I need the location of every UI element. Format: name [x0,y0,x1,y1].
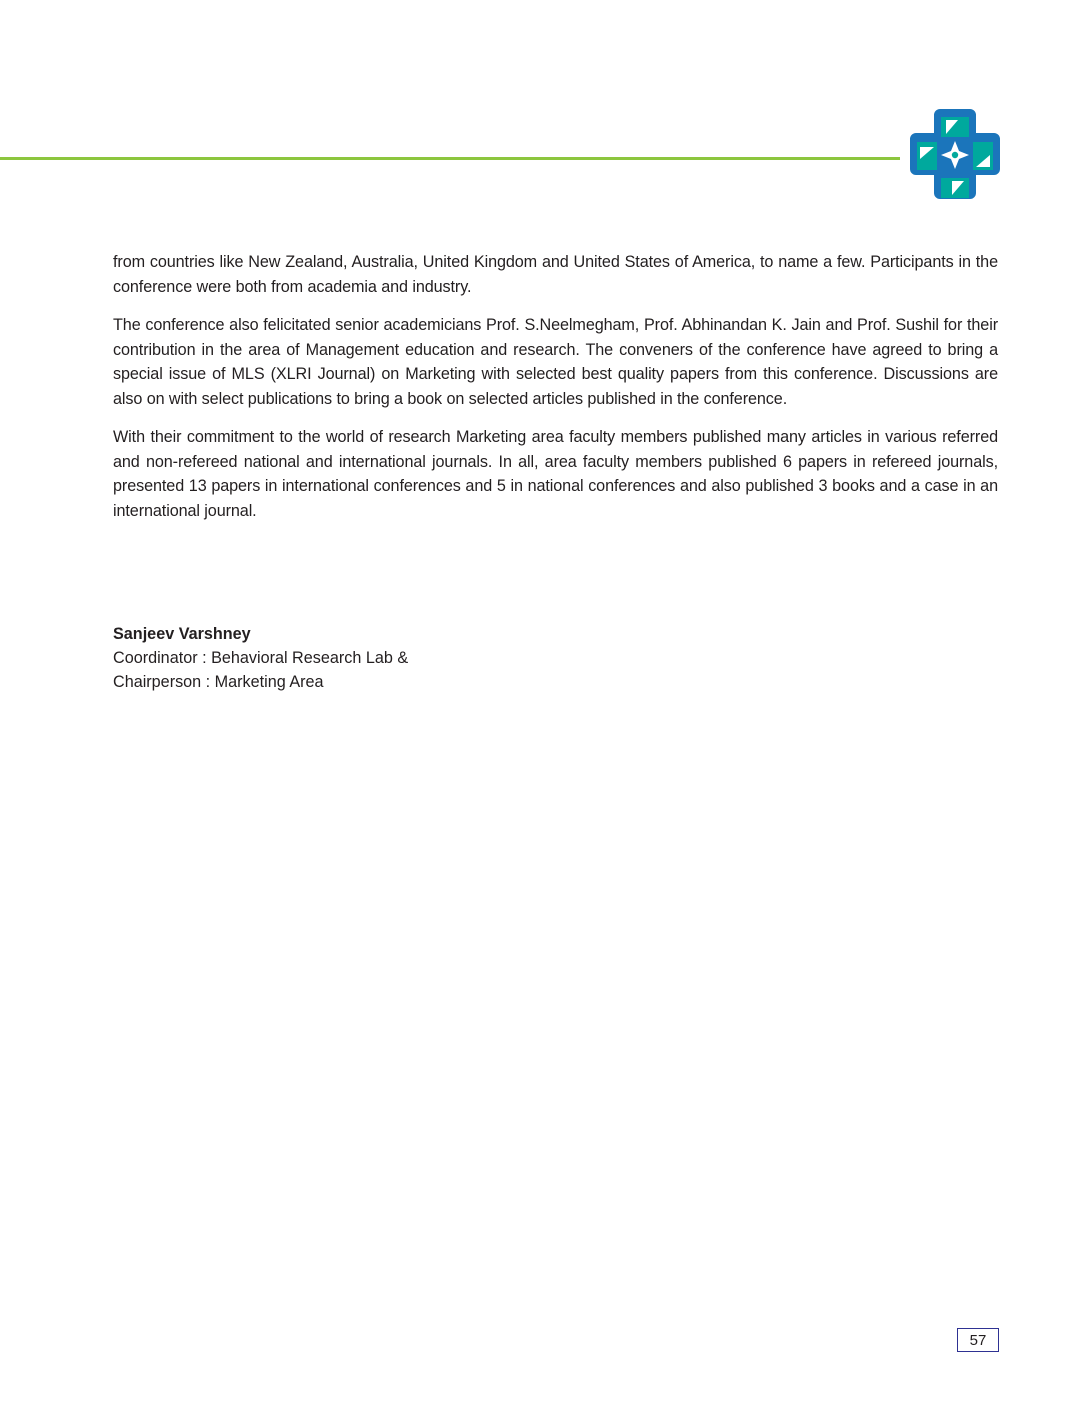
signature-block [113,622,713,694]
page-number-box [957,1328,999,1352]
xlri-cross-logo [905,105,1005,210]
page-number: 57 [969,1331,987,1349]
signature-role-line-2: Chairperson : Marketing Area [113,673,324,691]
paragraph-1: from countries like New Zealand, Australia, United Kingdom and United States of America, to name a few. Participants in the conference were both from academia and industry. [113,253,998,296]
page-header [0,0,1083,220]
article-body [113,250,998,523]
header-green-rule [0,157,900,160]
paragraph-3: With their commitment to the world of research Marketing area faculty members published many articles in various referred and non-refereed national and international journals. In all, area faculty members published 6 papers in refereed journals, presented 13 papers in international conferences and 5 in national conferences and also published 3 books and a case in an international journal. [113,428,998,520]
signature-name: Sanjeev Varshney [113,625,251,643]
signature-role-line-1: Coordinator : Behavioral Research Lab & [113,649,409,667]
paragraph-2: The conference also felicitated senior academicians Prof. S.Neelmegham, Prof. Abhinandan K. Jain and Prof. Sushil for their contribution in the area of Management education and research. The conveners of the conference have agreed to bring a special issue of MLS (XLRI Journal) on Marketing with selected best quality papers from this conference. Discussions are also on with select publications to bring a book on selected articles published in the conference. [113,316,998,408]
